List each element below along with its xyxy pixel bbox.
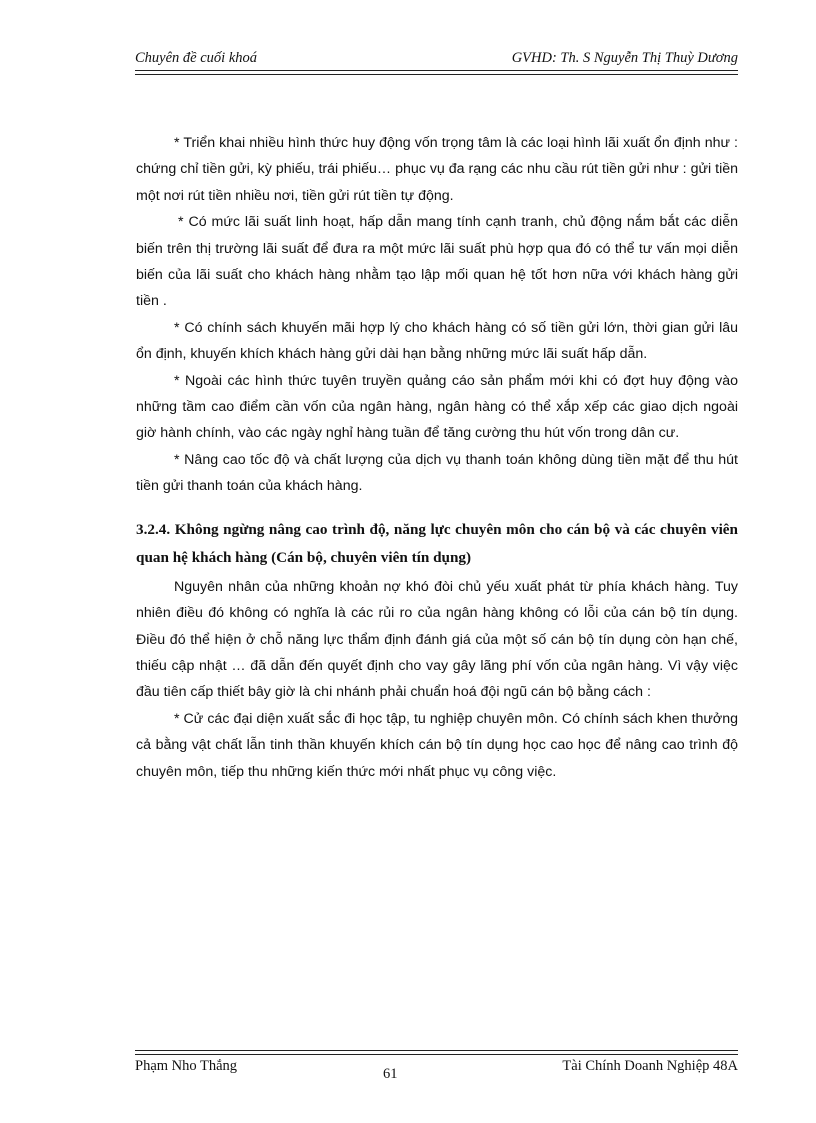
page-number: 61 [383, 1066, 398, 1082]
paragraph-6: Nguyên nhân của những khoản nợ khó đòi chủ yếu xuất phát từ phía khách hàng. Tuy nhiên điều đó không có nghĩa là các rủi ro của ngân hàng không có lỗi của cán bộ tín dụng. Điều đó thể hiện ở chỗ năng lực thẩm định đánh giá của một số cán bộ tín dụng còn hạn chế, thiếu cập nhật … đã dẫn đến quyết định cho vay gây lãng phí vốn của ngân hàng. Vì vậy việc đầu tiên cấp thiết bây giờ là chi nhánh phải chuẩn hoá đội ngũ cán bộ bằng cách : [136, 578, 738, 701]
footer-rule-thick [135, 1054, 738, 1055]
paragraph-2: * Có mức lãi suất linh hoạt, hấp dẫn mang tính cạnh tranh, chủ động nắm bắt các diễn biến trên thị trường lãi suất để đưa ra một mức lãi suất phù hợp qua đó có thể tư vấn mọi diễn biến của lãi suất cho khách hàng nhằm tạo lập mối quan hệ tốt hơn nữa với khách hàng gửi tiền . [136, 214, 738, 310]
paragraph-3: * Có chính sách khuyến mãi hợp lý cho khách hàng có số tiền gửi lớn, thời gian gửi lâu ổn định, khuyến khích khách hàng gửi dài hạn bằng những mức lãi suất hấp dẫn. [136, 319, 738, 363]
header-left-title: Chuyên đề cuối khoá [135, 50, 258, 66]
page-body [136, 130, 738, 785]
footer-rule-thin [135, 1050, 738, 1051]
paragraph-1: * Triển khai nhiều hình thức huy động vốn trọng tâm là các loại hình lãi xuất ổn định như : chứng chỉ tiền gửi, kỳ phiếu, trái phiếu… phục vụ đa rạng các nhu cầu rút tiền gửi như : gửi tiền một nơi rút tiền nhiều nơi, tiền gửi rút tiền tự động. [136, 135, 738, 204]
page-header [135, 50, 738, 72]
footer-author: Phạm Nho Thắng [135, 1058, 238, 1074]
paragraph-4: * Ngoài các hình thức tuyên truyền quảng cáo sản phẩm mới khi có đợt huy động vào những tầm cao điểm cần vốn của ngân hàng, ngân hàng có thể xắp xếp các giao dịch ngoài giờ hành chính, vào các ngày nghỉ hàng tuần để tăng cường thu hút vốn trong dân cư. [136, 372, 738, 442]
section-heading: 3.2.4. Không ngừng nâng cao trình độ, năng lực chuyên môn cho cán bộ và các chuyên viên quan hệ khách hàng (Cán bộ, chuyên viên tín dụng) [136, 520, 738, 566]
header-right-advisor: GVHD: Th. S Nguyễn Thị Thuỳ Dương [511, 50, 738, 66]
paragraph-5: * Nâng cao tốc độ và chất lượng của dịch vụ thanh toán không dùng tiền mặt để thu hút tiền gửi thanh toán của khách hàng. [136, 451, 738, 495]
header-rule-thick [135, 70, 738, 71]
header-rule-thin [135, 74, 738, 75]
footer-class: Tài Chính Doanh Nghiệp 48A [562, 1058, 738, 1074]
paragraph-7: * Cử các đại diện xuất sắc đi học tập, tu nghiệp chuyên môn. Có chính sách khen thưởng cả bằng vật chất lẫn tinh thần khuyến khích cán bộ tín dụng học cao học để nâng cao trình độ chuyên môn, tiếp thu những kiến thức mới nhất phục vụ công việc. [136, 710, 738, 780]
